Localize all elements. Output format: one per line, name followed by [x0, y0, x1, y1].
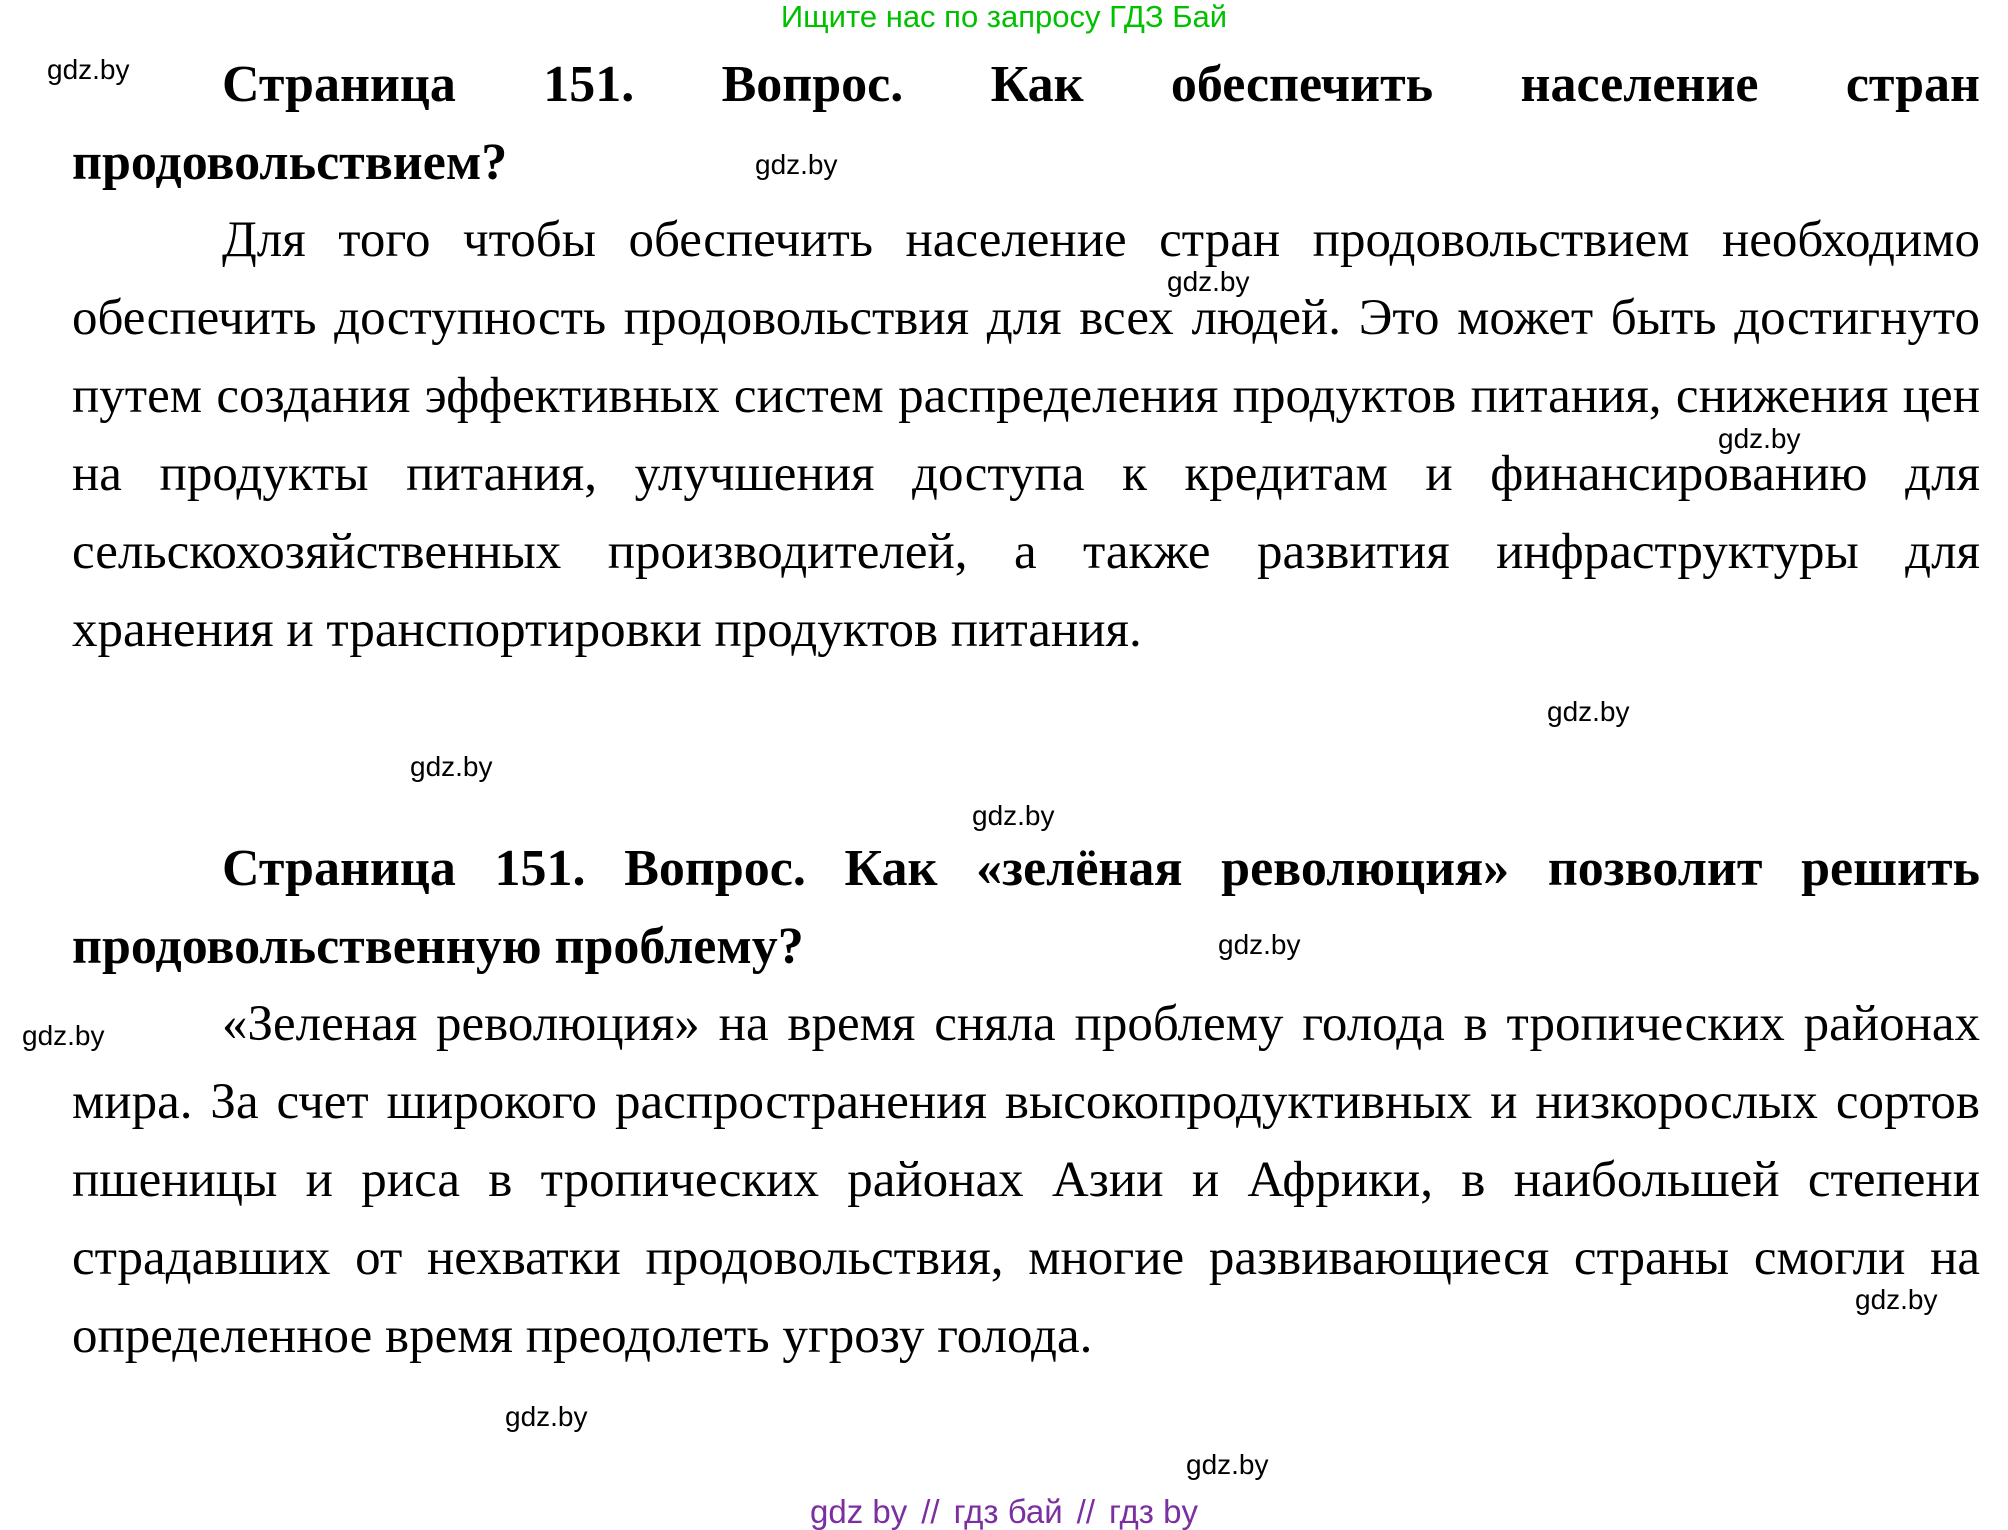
watermark: gdz.by — [972, 800, 1055, 831]
footer-link-gdz-by-cyr[interactable]: гдз by — [1109, 1493, 1198, 1530]
footer-separator: // — [921, 1493, 940, 1530]
watermark: gdz.by — [505, 1401, 588, 1432]
footer-links — [0, 1494, 2008, 1530]
footer-separator: // — [1076, 1493, 1095, 1530]
watermark: gdz.by — [410, 751, 493, 782]
watermark: gdz.by — [755, 149, 838, 180]
watermark: gdz.by — [1167, 266, 1250, 297]
watermark: gdz.by — [1218, 929, 1301, 960]
answer-text-1: Для того чтобы обеспечить население стран продовольствием необходимо обеспечить доступность продовольствия для всех людей. Это может быть достигнуто путем создания эффективных систем распределения продуктов питания, снижения цен на продукты питания, улучшения доступа к кредитам и финансированию для сельскохозяйственных производителей, а также развития инфраструктуры для хранения и транспортировки продуктов питания. — [72, 212, 1980, 658]
watermark: gdz.by — [47, 54, 130, 85]
watermark: gdz.by — [1718, 423, 1801, 454]
question-heading-1: Страница 151. Вопрос. Как обеспечить население стран продовольствием? — [72, 56, 1980, 191]
footer-link-gdz-bai[interactable]: гдз бай — [953, 1493, 1063, 1530]
top-banner: Ищите нас по запросу ГДЗ Бай — [780, 0, 1228, 34]
watermark: gdz.by — [22, 1020, 105, 1051]
watermark: gdz.by — [1547, 696, 1630, 727]
watermark: gdz.by — [1855, 1284, 1938, 1315]
watermark: gdz.by — [1186, 1449, 1269, 1480]
footer-link-gdz-by[interactable]: gdz by — [810, 1493, 908, 1530]
question-heading-2: Страница 151. Вопрос. Как «зелёная революция» позволит решить продовольственную проблему? — [72, 840, 1980, 975]
answer-text-2: «Зеленая революция» на время сняла проблему голода в тропических районах мира. За счет широкого распространения высокопродуктивных и низкорослых сортов пшеницы и риса в тропических районах Азии и Африки, в наибольшей степени страдавших от нехватки продовольствия, многие развивающиеся страны смогли на определенное время преодолеть угрозу голода. — [72, 996, 1980, 1364]
